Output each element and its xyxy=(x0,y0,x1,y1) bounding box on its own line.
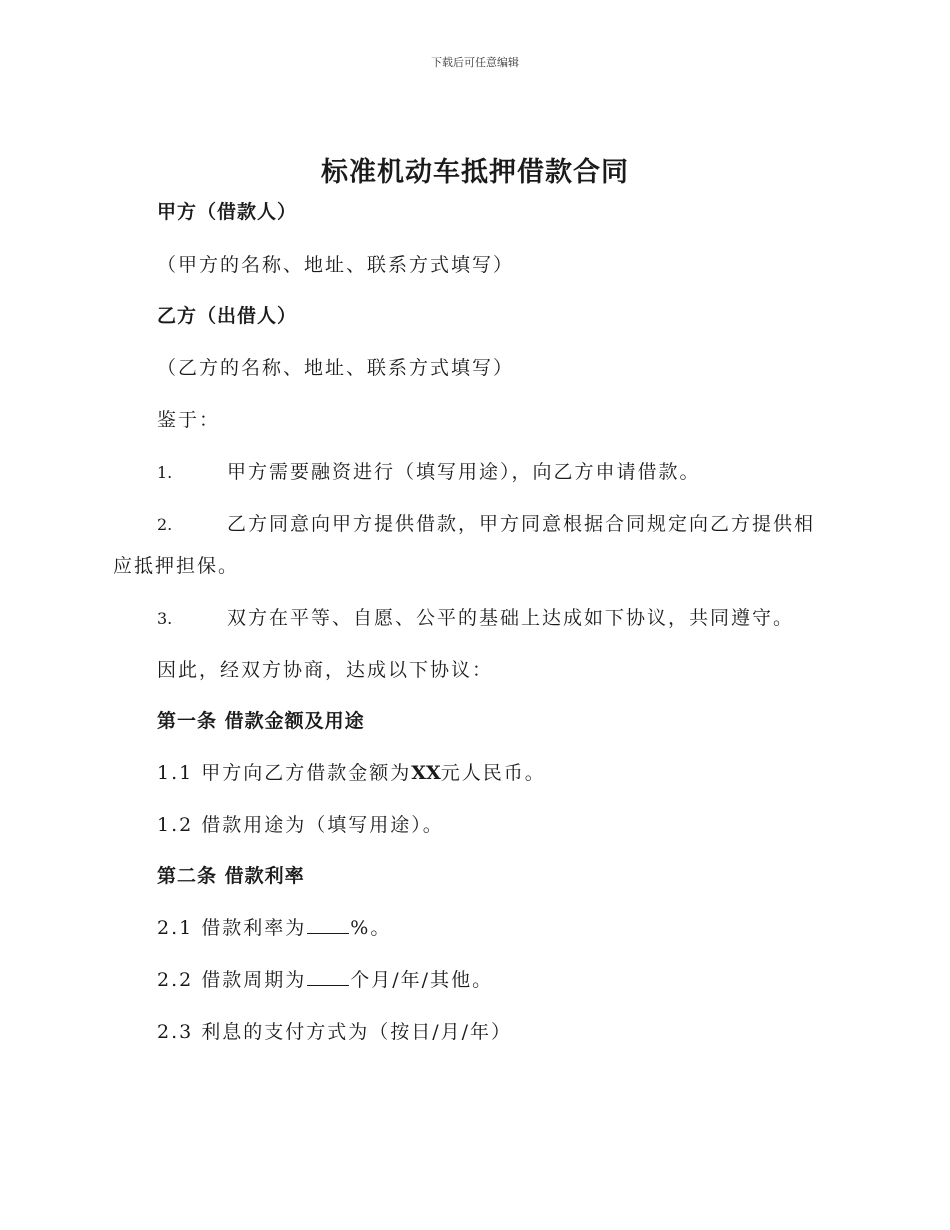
whereas-item-2-continuation: 应抵押担保。 xyxy=(113,555,240,577)
clause-text: 1.1 甲方向乙方借款金额为 xyxy=(157,762,412,784)
item-text: 双方在平等、自愿、公平的基础上达成如下协议，共同遵守。 xyxy=(227,607,795,629)
item-number: 2. xyxy=(157,515,173,534)
clause-text: 2.1 借款利率为 xyxy=(157,917,307,939)
loan-period-blank xyxy=(307,967,349,986)
clause-1-2: 1.2 借款用途为（填写用途）。 xyxy=(157,814,444,836)
whereas-item-3 xyxy=(157,603,794,630)
whereas-item-1 xyxy=(157,457,701,484)
whereas-item-2 xyxy=(157,509,815,536)
clause-2-2 xyxy=(157,965,493,992)
document-title: 标准机动车抵押借款合同 xyxy=(321,157,629,188)
item-text: 甲方需要融资进行（填写用途），向乙方申请借款。 xyxy=(227,461,701,483)
interest-rate-blank xyxy=(307,915,349,934)
clause-2-1 xyxy=(157,913,391,940)
clause-2-3: 2.3 利息的支付方式为（按日/月/年） xyxy=(157,1021,513,1043)
item-number: 3. xyxy=(157,609,173,628)
header-note: 下载后可任意编辑 xyxy=(431,56,519,69)
loan-amount: XX xyxy=(411,762,441,784)
clause-text: 个月/年/其他。 xyxy=(350,969,494,991)
clause-text: %。 xyxy=(350,917,392,939)
party-a-heading: 甲方（借款人） xyxy=(157,201,298,223)
article-2-heading: 第二条 借款利率 xyxy=(157,865,305,887)
clause-text: 2.2 借款周期为 xyxy=(157,969,307,991)
item-number: 1. xyxy=(157,463,173,482)
clause-text: 元人民币。 xyxy=(440,762,546,784)
clause-1-1 xyxy=(157,758,546,785)
party-a-note: （甲方的名称、地址、联系方式填写） xyxy=(157,254,515,276)
article-1-heading: 第一条 借款金额及用途 xyxy=(157,710,365,732)
party-b-heading: 乙方（出借人） xyxy=(157,305,298,327)
party-b-note: （乙方的名称、地址、联系方式填写） xyxy=(157,357,515,379)
therefore-text: 因此，经双方协商，达成以下协议： xyxy=(157,659,494,681)
item-text: 乙方同意向甲方提供借款，甲方同意根据合同规定向乙方提供相 xyxy=(227,513,816,535)
whereas-label: 鉴于： xyxy=(157,409,221,431)
